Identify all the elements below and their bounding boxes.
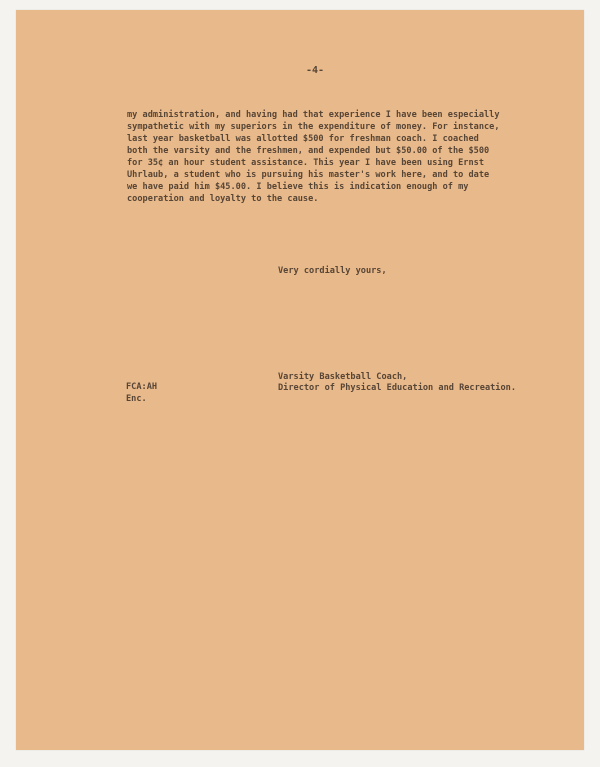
body-line: my administration, and having had that experience I have been especially xyxy=(127,110,500,120)
body-line: Uhrlaub, a student who is pursuing his master's work here, and to date xyxy=(127,170,490,180)
signature-title: Director of Physical Education and Recreation. xyxy=(278,383,516,393)
closing: Very cordially yours, xyxy=(278,266,387,276)
body-line: cooperation and loyalty to the cause. xyxy=(127,194,319,204)
body-line: we have paid him $45.00. I believe this is indication enough of my xyxy=(127,182,469,192)
enclosure-note: Enc. xyxy=(126,394,147,404)
body-line: sympathetic with my superiors in the expenditure of money. For instance, xyxy=(127,122,500,132)
letter-page xyxy=(16,10,584,750)
body-line: last year basketball was allotted $500 for freshman coach. I coached xyxy=(127,134,479,144)
body-line: for 35¢ an hour student assistance. This year I have been using Ernst xyxy=(127,158,484,168)
body-line: both the varsity and the freshmen, and expended but $50.00 of the $500 xyxy=(127,146,490,156)
signature-title: Varsity Basketball Coach, xyxy=(278,372,408,382)
reference-initials: FCA:AH xyxy=(126,382,158,392)
page-number: -4- xyxy=(306,65,325,76)
